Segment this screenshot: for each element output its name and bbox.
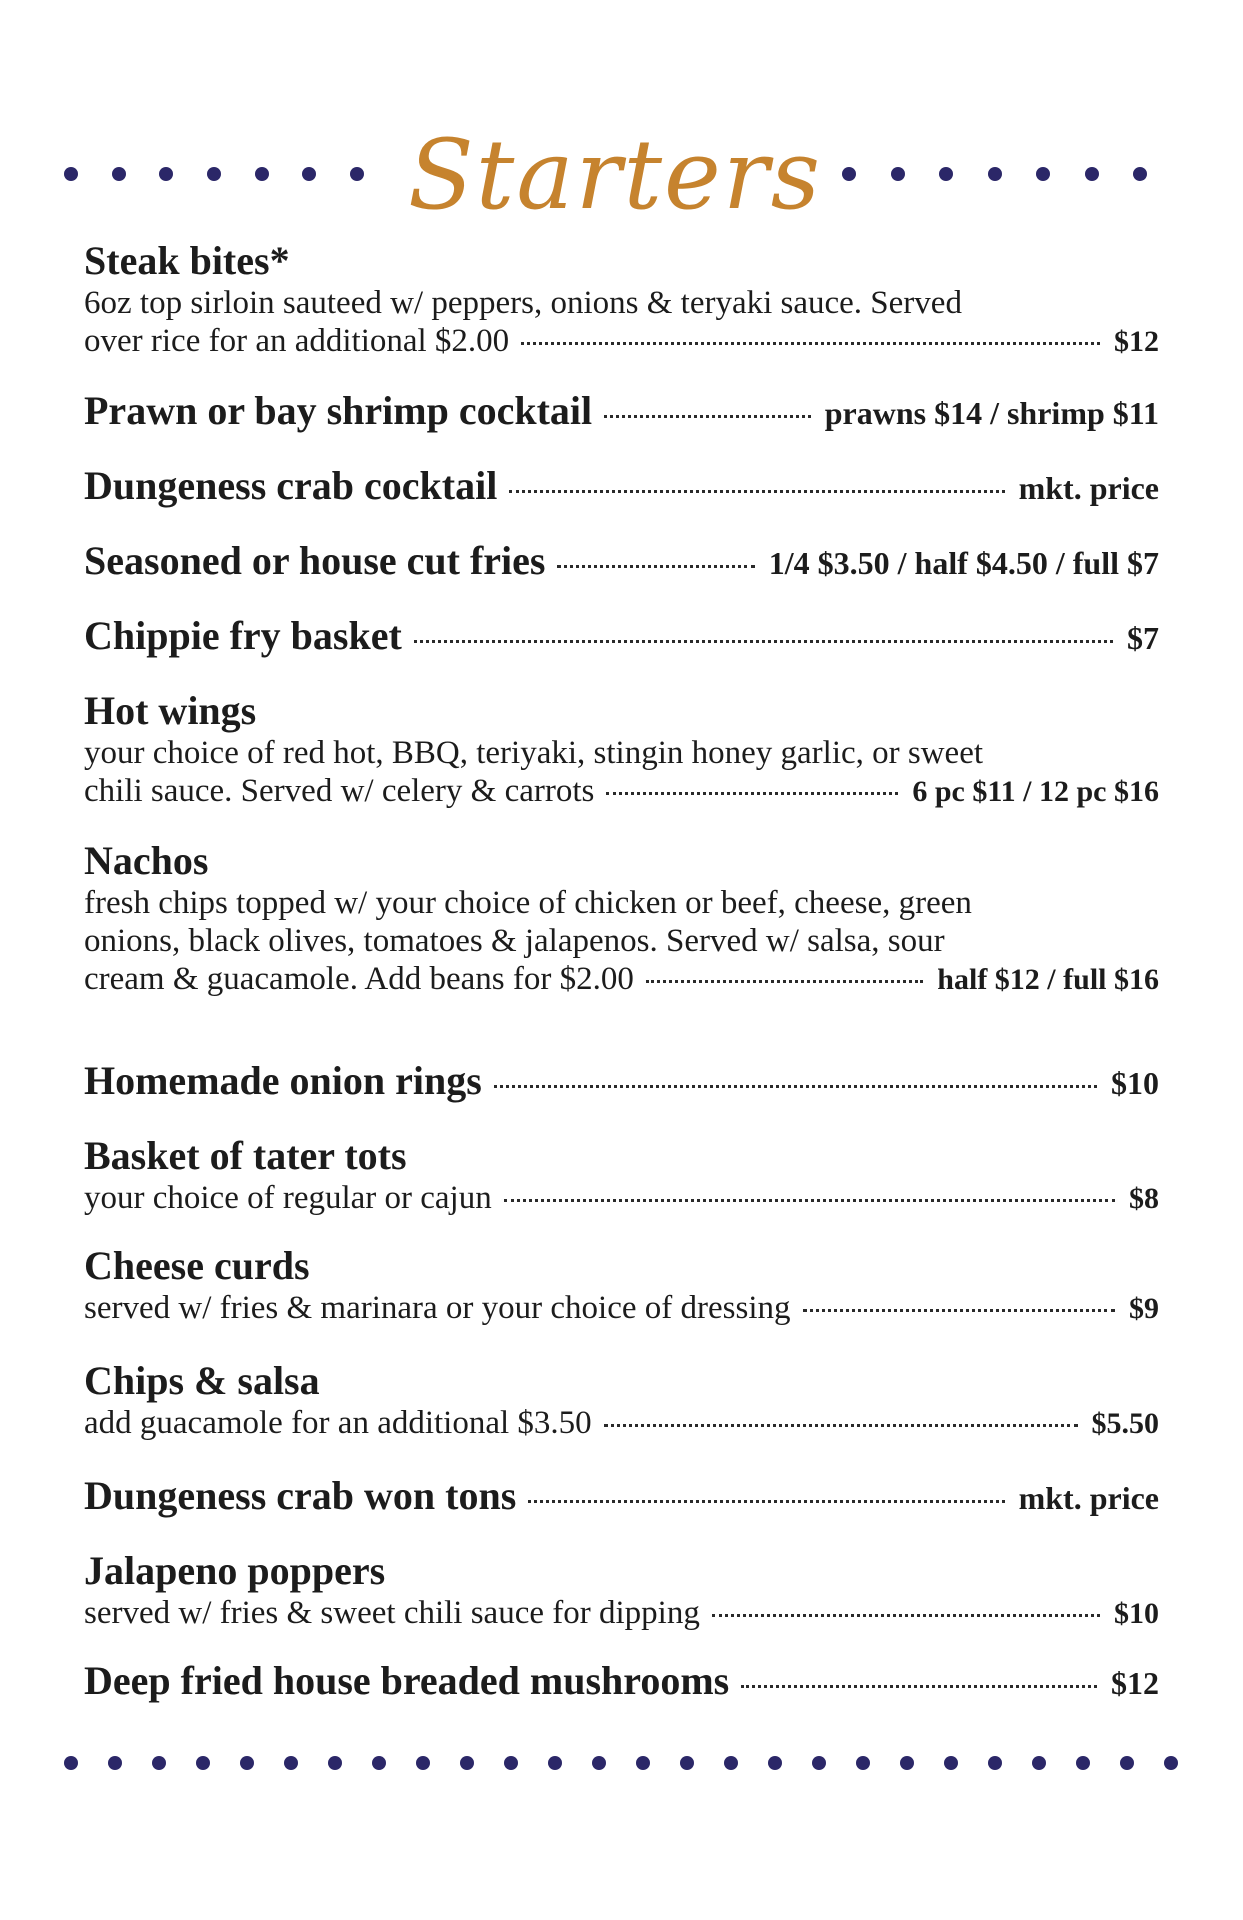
dotted-leader	[604, 415, 811, 418]
item-description: served w/ fries & marinara or your choice of dressing	[84, 1290, 791, 1326]
menu-item	[84, 1133, 1159, 1217]
item-description: over rice for an additional $2.00	[84, 323, 510, 359]
item-price: $10	[1111, 1065, 1159, 1101]
dot-ornament	[328, 1756, 342, 1770]
dotted-leader	[504, 1199, 1115, 1202]
price-row	[84, 1594, 1159, 1632]
item-price: $12	[1111, 1665, 1159, 1701]
menu-header	[0, 115, 1243, 235]
item-name: Nachos	[84, 838, 209, 883]
dot-ornament	[636, 1756, 650, 1770]
item-price: mkt. price	[1018, 470, 1159, 506]
dot-ornament	[284, 1756, 298, 1770]
item-price: $8	[1129, 1182, 1159, 1215]
item-description: cream & guacamole. Add beans for $2.00	[84, 961, 634, 997]
item-price: $5.50	[1091, 1407, 1159, 1440]
dot-ornament	[548, 1756, 562, 1770]
decorative-dots-bottom	[64, 1756, 1178, 1770]
dot-ornament	[196, 1756, 210, 1770]
price-row	[84, 463, 1159, 509]
price-row	[84, 772, 1159, 810]
price-row	[84, 322, 1159, 360]
dot-ornament	[504, 1756, 518, 1770]
decorative-dots-right	[842, 167, 1147, 181]
price-row	[84, 1658, 1159, 1704]
item-name: Homemade onion rings	[84, 1058, 482, 1103]
item-name: Deep fried house breaded mushrooms	[84, 1658, 730, 1703]
item-description: fresh chips topped w/ your choice of chicken or beef, cheese, green	[84, 885, 972, 921]
item-name: Hot wings	[84, 688, 257, 733]
dot-ornament	[856, 1756, 870, 1770]
dotted-leader	[712, 1614, 1100, 1617]
menu-item	[84, 1548, 1159, 1632]
dot-ornament	[988, 1756, 1002, 1770]
item-name: Seasoned or house cut fries	[84, 538, 546, 583]
dot-ornament	[592, 1756, 606, 1770]
dot-ornament	[64, 1756, 78, 1770]
dot-ornament	[159, 167, 173, 181]
dotted-leader	[803, 1309, 1115, 1312]
dotted-leader	[528, 1500, 1004, 1503]
dot-ornament	[768, 1756, 782, 1770]
item-name: Basket of tater tots	[84, 1133, 407, 1178]
price-row	[84, 538, 1159, 584]
item-description: your choice of red hot, BBQ, teriyaki, stingin honey garlic, or sweet	[84, 735, 984, 771]
dot-ornament	[724, 1756, 738, 1770]
dot-ornament	[302, 167, 316, 181]
dot-ornament	[1085, 167, 1099, 181]
item-description: 6oz top sirloin sauteed w/ peppers, onions & teryaki sauce. Served	[84, 285, 962, 321]
price-row	[84, 1058, 1159, 1104]
dot-ornament	[1032, 1756, 1046, 1770]
menu-item	[84, 538, 1159, 584]
dot-ornament	[372, 1756, 386, 1770]
menu-item	[84, 1473, 1159, 1519]
menu-item	[84, 688, 1159, 810]
dot-ornament	[1164, 1756, 1178, 1770]
item-description: chili sauce. Served w/ celery & carrots	[84, 773, 595, 809]
price-row	[84, 960, 1159, 998]
item-name: Jalapeno poppers	[84, 1548, 386, 1593]
dot-ornament	[207, 167, 221, 181]
dot-ornament	[108, 1756, 122, 1770]
dot-ornament	[1133, 167, 1147, 181]
menu-item	[84, 238, 1159, 360]
item-name: Cheese curds	[84, 1243, 310, 1288]
item-name: Prawn or bay shrimp cocktail	[84, 388, 593, 433]
dotted-leader	[604, 1424, 1078, 1427]
item-name: Dungeness crab cocktail	[84, 463, 498, 508]
item-price: $10	[1114, 1597, 1159, 1630]
item-name: Steak bites*	[84, 238, 290, 283]
menu-item	[84, 613, 1159, 659]
item-description: served w/ fries & sweet chili sauce for dipping	[84, 1595, 700, 1631]
dot-ornament	[416, 1756, 430, 1770]
dot-ornament	[842, 167, 856, 181]
menu-item	[84, 1658, 1159, 1704]
dotted-leader	[494, 1085, 1097, 1088]
dot-ornament	[255, 167, 269, 181]
section-title: Starters	[407, 119, 822, 231]
item-price: 6 pc $11 / 12 pc $16	[912, 775, 1159, 808]
dot-ornament	[680, 1756, 694, 1770]
decorative-dots-left	[64, 167, 364, 181]
item-price: mkt. price	[1018, 1480, 1159, 1516]
dot-ornament	[900, 1756, 914, 1770]
menu-item	[84, 1058, 1159, 1104]
dot-ornament	[64, 167, 78, 181]
item-name: Dungeness crab won tons	[84, 1473, 517, 1518]
item-price: prawns $14 / shrimp $11	[824, 395, 1159, 431]
dot-ornament	[152, 1756, 166, 1770]
dot-ornament	[460, 1756, 474, 1770]
item-name: Chippie fry basket	[84, 613, 402, 658]
item-description: your choice of regular or cajun	[84, 1180, 492, 1216]
menu-item	[84, 388, 1159, 434]
item-description: add guacamole for an additional $3.50	[84, 1405, 592, 1441]
item-price: 1/4 $3.50 / half $4.50 / full $7	[768, 545, 1159, 581]
price-row	[84, 1289, 1159, 1327]
dot-ornament	[891, 167, 905, 181]
menu-item	[84, 1358, 1159, 1442]
dot-ornament	[1036, 167, 1050, 181]
item-price: $9	[1129, 1292, 1159, 1325]
dotted-leader	[414, 640, 1113, 643]
price-row	[84, 1473, 1159, 1519]
dot-ornament	[944, 1756, 958, 1770]
item-price: $7	[1127, 620, 1159, 656]
dot-ornament	[988, 167, 1002, 181]
dot-ornament	[350, 167, 364, 181]
menu-item	[84, 838, 1159, 998]
dotted-leader	[741, 1685, 1097, 1688]
menu-item	[84, 1243, 1159, 1327]
dot-ornament	[939, 167, 953, 181]
price-row	[84, 613, 1159, 659]
dot-ornament	[240, 1756, 254, 1770]
item-price: half $12 / full $16	[937, 963, 1159, 996]
item-description: onions, black olives, tomatoes & jalapenos. Served w/ salsa, sour	[84, 923, 945, 959]
dot-ornament	[112, 167, 126, 181]
price-row	[84, 1179, 1159, 1217]
price-row	[84, 388, 1159, 434]
dotted-leader	[646, 980, 923, 983]
dot-ornament	[812, 1756, 826, 1770]
dot-ornament	[1120, 1756, 1134, 1770]
item-price: $12	[1114, 325, 1159, 358]
dotted-leader	[521, 342, 1100, 345]
menu-item	[84, 463, 1159, 509]
item-name: Chips & salsa	[84, 1358, 320, 1403]
dotted-leader	[509, 490, 1004, 493]
dotted-leader	[557, 565, 754, 568]
dotted-leader	[606, 792, 898, 795]
dot-ornament	[1076, 1756, 1090, 1770]
price-row	[84, 1404, 1159, 1442]
